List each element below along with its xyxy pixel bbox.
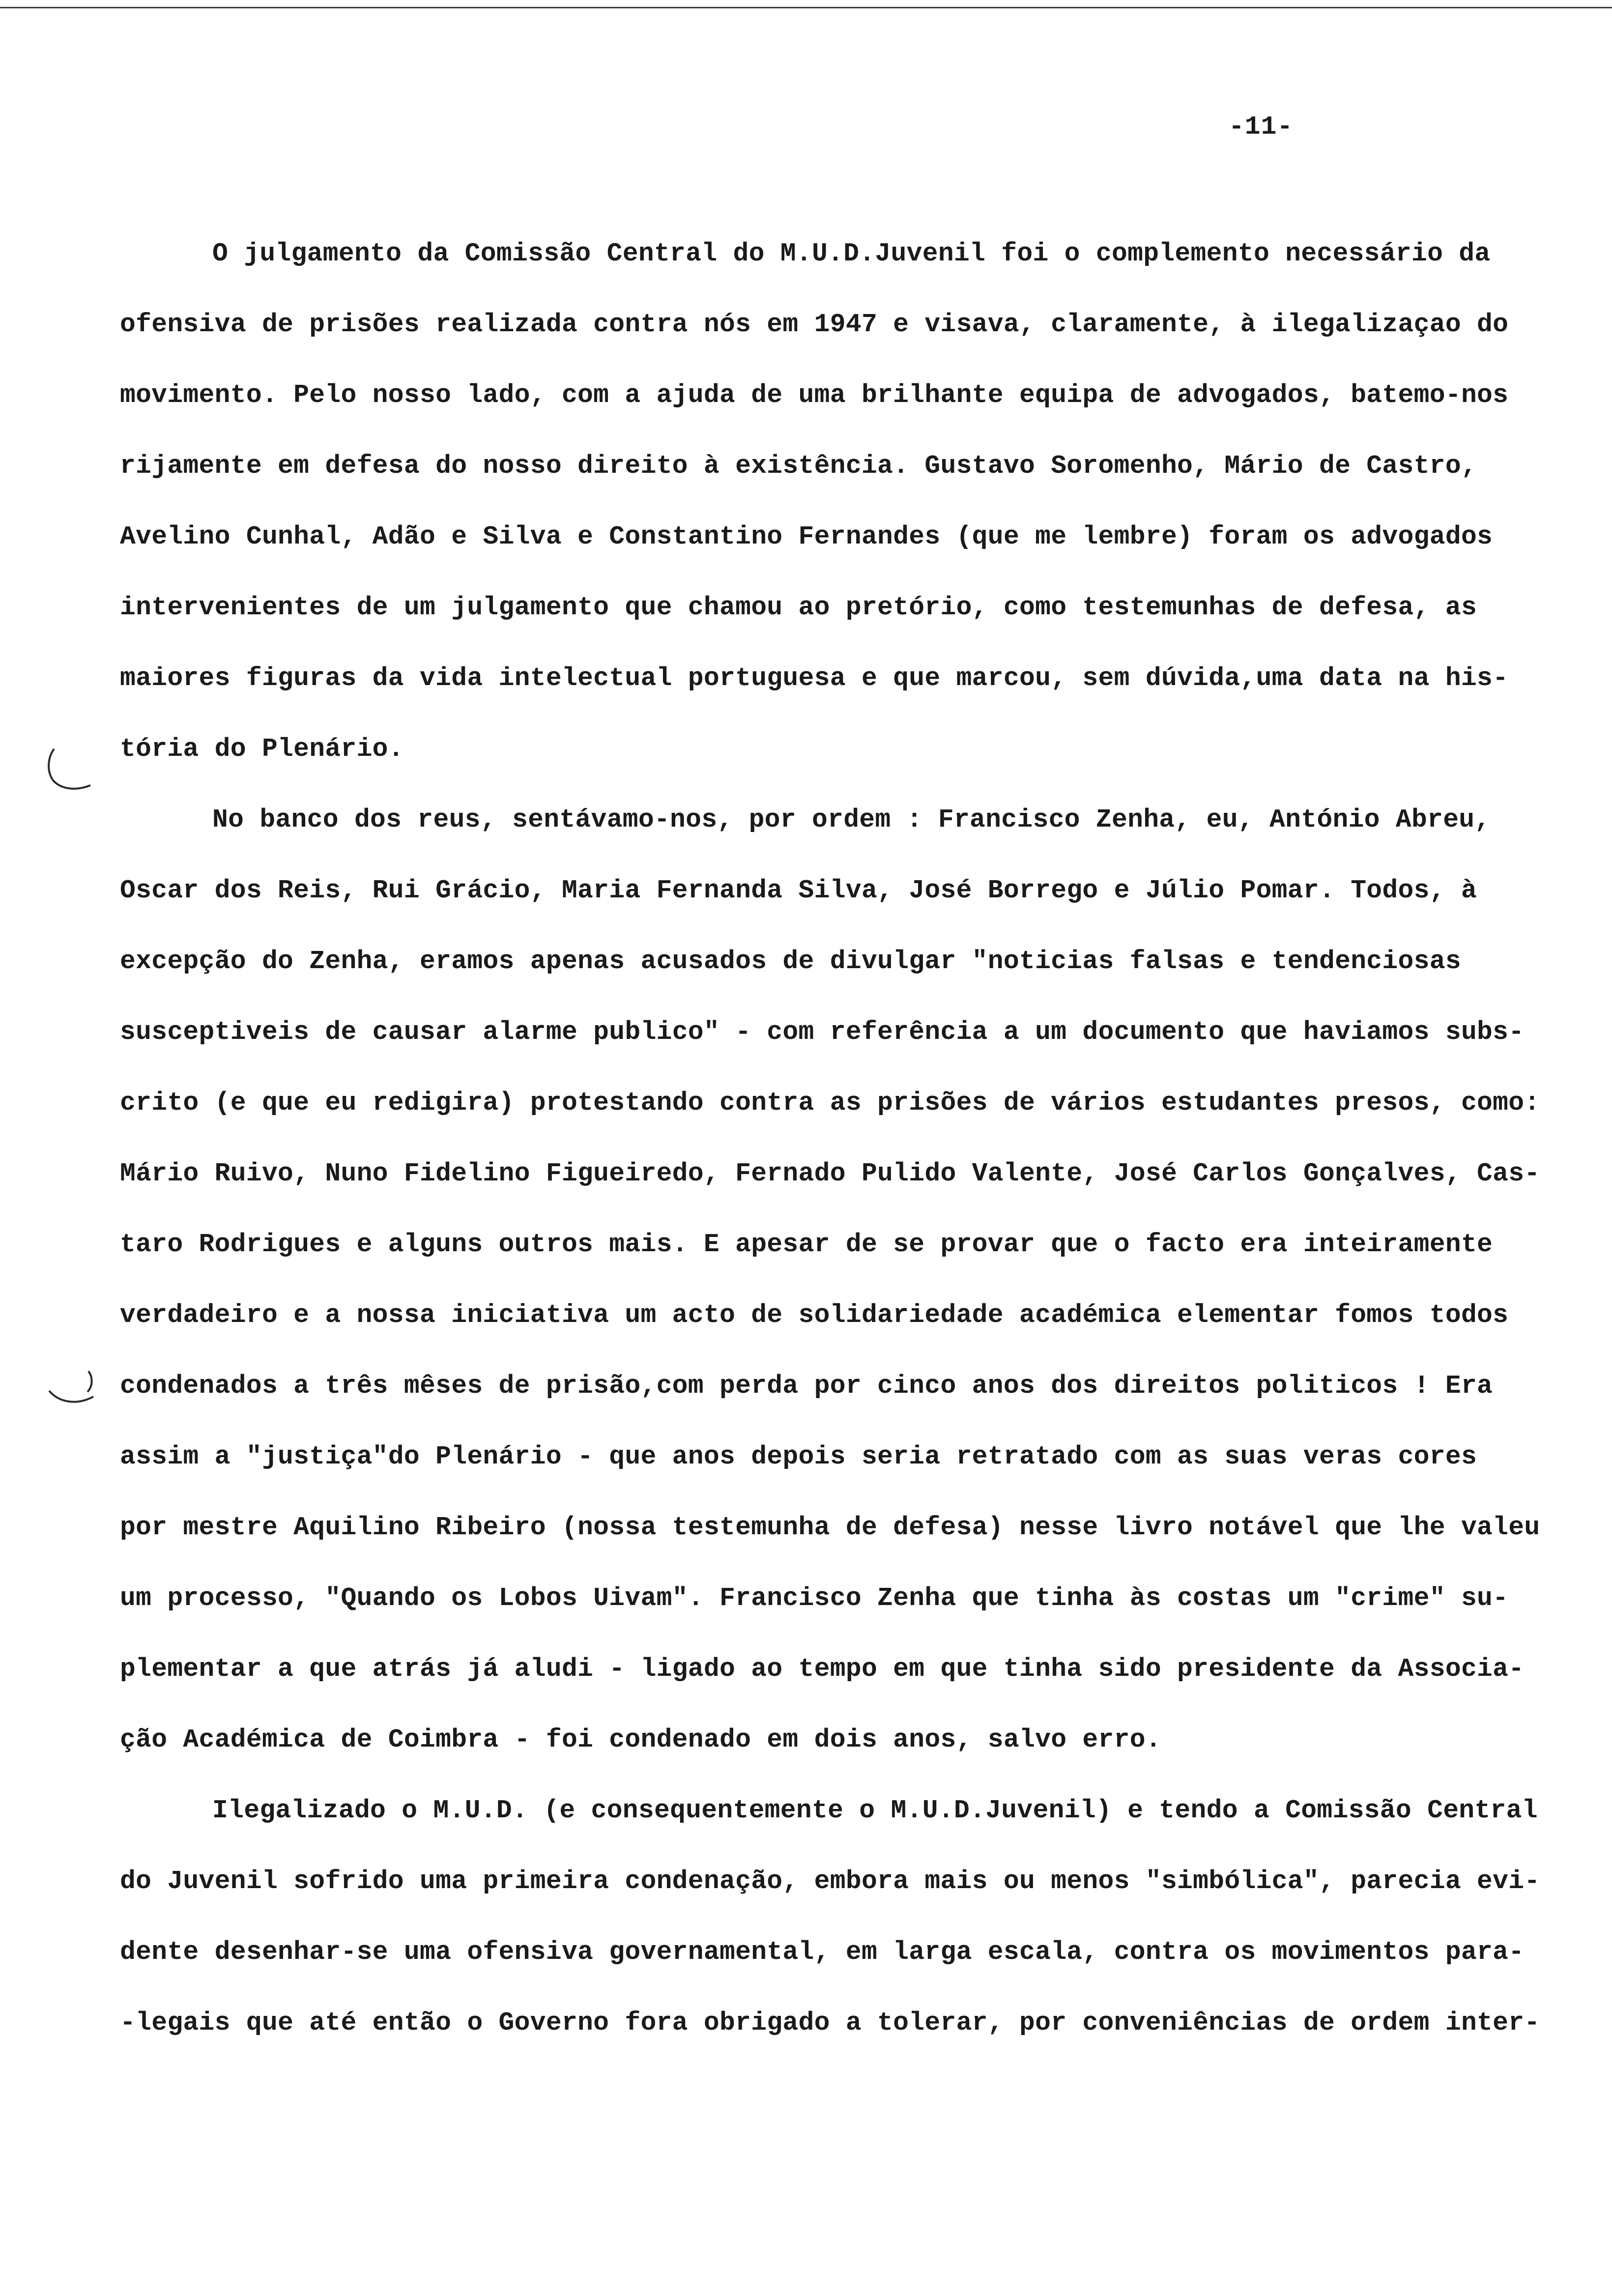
text-line: Mário Ruivo, Nuno Fidelino Figueiredo, Fernado Pulido Valente, José Carlos Gonçalves, Cas- xyxy=(120,1159,1540,1188)
text-line: No banco dos reus, sentávamo-nos, por ordem : Francisco Zenha, eu, António Abreu, xyxy=(212,805,1491,834)
margin-hole-mark xyxy=(39,1361,98,1420)
text-line: excepção do Zenha, eramos apenas acusados de divulgar "noticias falsas e tendenciosas xyxy=(120,947,1461,976)
text-line: movimento. Pelo nosso lado, com a ajuda de uma brilhante equipa de advogados, batemo-nos xyxy=(120,380,1509,410)
text-line: Avelino Cunhal, Adão e Silva e Constantino Fernandes (que me lembre) foram os advogados xyxy=(120,522,1493,551)
text-line: susceptiveis de causar alarme publico" - com referência a um documento que haviamos subs- xyxy=(120,1017,1525,1047)
text-line: ção Académica de Coimbra - foi condenado em dois anos, salvo erro. xyxy=(120,1725,1161,1754)
text-line: Ilegalizado o M.U.D. (e consequentemente o M.U.D.Juvenil) e tendo a Comissão Central xyxy=(212,1796,1538,1825)
text-line: taro Rodrigues e alguns outros mais. E apesar de se provar que o facto era inteiramente xyxy=(120,1230,1493,1259)
text-line: crito (e que eu redigira) protestando contra as prisões de vários estudantes presos, como: xyxy=(120,1088,1540,1118)
text-line: rijamente em defesa do nosso direito à existência. Gustavo Soromenho, Mário de Castro, xyxy=(120,451,1477,481)
text-line: assim a "justiça"do Plenário - que anos depois seria retratado com as suas veras cores xyxy=(120,1442,1477,1471)
text-line: intervenientes de um julgamento que chamou ao pretório, como testemunhas de defesa, as xyxy=(120,593,1477,622)
text-line: plementar a que atrás já aludi - ligado ao tempo em que tinha sido presidente da Associa- xyxy=(120,1654,1525,1684)
text-line: -legais que até então o Governo fora obrigado a tolerar, por conveniências de ordem inter- xyxy=(120,2008,1540,2038)
text-line: O julgamento da Comissão Central do M.U.D.Juvenil foi o complemento necessário da xyxy=(212,239,1491,268)
margin-hole-mark xyxy=(39,742,98,801)
text-line: condenados a três mêses de prisão,com perda por cinco anos dos direitos politicos ! Era xyxy=(120,1371,1493,1401)
text-line: maiores figuras da vida intelectual portuguesa e que marcou, sem dúvida,uma data na his- xyxy=(120,663,1509,693)
top-rule xyxy=(0,7,1612,8)
text-line: Oscar dos Reis, Rui Grácio, Maria Fernanda Silva, José Borrego e Júlio Pomar. Todos, à xyxy=(120,876,1477,905)
text-line: do Juvenil sofrido uma primeira condenação, embora mais ou menos "simbólica", parecia evi- xyxy=(120,1866,1540,1896)
text-line: tória do Plenário. xyxy=(120,734,404,764)
text-line: um processo, "Quando os Lobos Uivam". Francisco Zenha que tinha às costas um "crime" su- xyxy=(120,1583,1509,1613)
page-number: -11- xyxy=(1229,112,1294,142)
text-line: dente desenhar-se uma ofensiva governamental, em larga escala, contra os movimentos para- xyxy=(120,1937,1525,1967)
text-line: por mestre Aquilino Ribeiro (nossa testemunha de defesa) nesse livro notável que lhe valeu xyxy=(120,1513,1540,1542)
text-line: ofensiva de prisões realizada contra nós em 1947 e visava, claramente, à ilegalizaçao do xyxy=(120,310,1509,339)
text-line: verdadeiro e a nossa iniciativa um acto de solidariedade académica elementar fomos todos xyxy=(120,1300,1509,1330)
